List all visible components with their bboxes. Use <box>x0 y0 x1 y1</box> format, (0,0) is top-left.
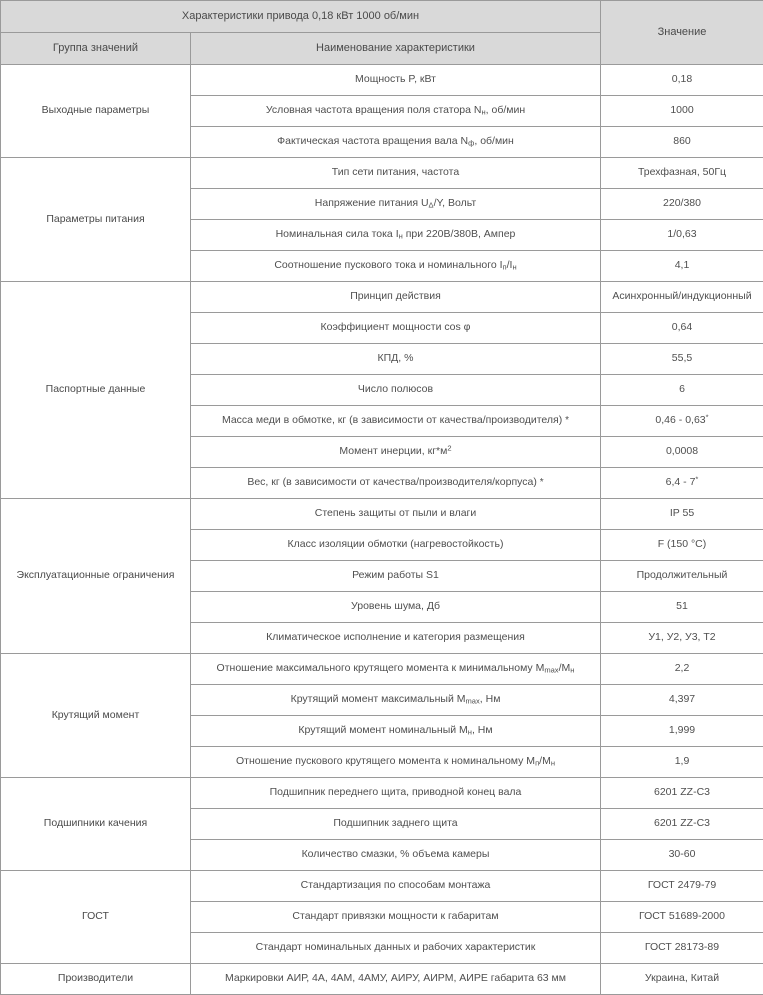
characteristic-value-cell: Асинхронный/индукционный <box>601 282 763 313</box>
characteristic-name-cell: Принцип действия <box>191 282 601 313</box>
group-cell: Крутящий момент <box>1 654 191 778</box>
characteristic-name-cell: Крутящий момент номинальный $M_н$, Нм <box>191 716 601 747</box>
group-cell: Производители <box>1 964 191 995</box>
characteristic-name-cell: Уровень шума, Дб <box>191 592 601 623</box>
characteristic-value-cell: IP 55 <box>601 499 763 530</box>
group-cell: Эксплуатационные ограничения <box>1 499 191 654</box>
characteristic-name-cell: Стандарт привязки мощности к габаритам <box>191 902 601 933</box>
characteristic-value-cell: 1,999 <box>601 716 763 747</box>
characteristic-name-cell: Коэффициент мощности cos φ <box>191 313 601 344</box>
group-cell: Параметры питания <box>1 158 191 282</box>
characteristic-name-cell: Количество смазки, % объема камеры <box>191 840 601 871</box>
group-cell: ГОСТ <box>1 871 191 964</box>
characteristic-name-cell: Отношение пускового крутящего момента к номинальному $M_п/M_н$ <box>191 747 601 778</box>
characteristic-value-cell: 220/380 <box>601 189 763 220</box>
characteristic-value-cell: 4,397 <box>601 685 763 716</box>
characteristic-value-cell: 6 <box>601 375 763 406</box>
characteristic-name-cell: Стандартизация по способам монтажа <box>191 871 601 902</box>
group-cell: Подшипники качения <box>1 778 191 871</box>
column-header-value: Значение <box>601 1 763 65</box>
characteristic-name-cell: КПД, % <box>191 344 601 375</box>
characteristic-value-cell: Трехфазная, 50Гц <box>601 158 763 189</box>
characteristic-value-cell: 860 <box>601 127 763 158</box>
characteristic-value-cell: 2,2 <box>601 654 763 685</box>
table-row <box>1 964 763 995</box>
characteristic-name-cell: Напряжение питания $U_\Delta/Y$, Вольт <box>191 189 601 220</box>
characteristic-name-cell: Класс изоляции обмотки (нагревостойкость) <box>191 530 601 561</box>
characteristic-value-cell: 0,0008 <box>601 437 763 468</box>
characteristic-name-cell: Подшипник переднего щита, приводной конец вала <box>191 778 601 809</box>
characteristic-name-cell: Вес, кг (в зависимости от качества/производителя/корпуса) * <box>191 468 601 499</box>
characteristic-value-cell: F (150 °C) <box>601 530 763 561</box>
characteristic-value-cell: ГОСТ 51689-2000 <box>601 902 763 933</box>
characteristic-value-cell: 6201 ZZ-C3 <box>601 778 763 809</box>
characteristic-value-cell: ГОСТ 2479-79 <box>601 871 763 902</box>
column-header-name: Наименование характеристики <box>191 33 601 65</box>
characteristic-value-cell: 6201 ZZ-C3 <box>601 809 763 840</box>
table-header <box>1 1 763 65</box>
characteristic-value-cell: 0,18 <box>601 65 763 96</box>
characteristic-value-cell: 30-60 <box>601 840 763 871</box>
characteristic-name-cell: Крутящий момент максимальный $M_{max}$, Нм <box>191 685 601 716</box>
characteristic-name-cell: Стандарт номинальных данных и рабочих характеристик <box>191 933 601 964</box>
table-title: Характеристики привода 0,18 кВт 1000 об/мин <box>1 1 601 33</box>
characteristic-name-cell: Момент инерции, $кг*м^2$ <box>191 437 601 468</box>
table-row <box>1 778 763 809</box>
table-row <box>1 871 763 902</box>
characteristic-value-cell: 51 <box>601 592 763 623</box>
characteristic-name-cell: Номинальная сила тока $I_н$ при 220В/380В, Ампер <box>191 220 601 251</box>
table-title-row <box>1 1 763 33</box>
characteristic-name-cell: Подшипник заднего щита <box>191 809 601 840</box>
characteristic-value-cell: 1000 <box>601 96 763 127</box>
characteristic-name-cell: Число полюсов <box>191 375 601 406</box>
characteristic-value-cell: 1/0,63 <box>601 220 763 251</box>
characteristic-value-cell: 4,1 <box>601 251 763 282</box>
characteristic-value-cell: 0,46 - 0,63* <box>601 406 763 437</box>
characteristic-value-cell: У1, У2, У3, Т2 <box>601 623 763 654</box>
table-row <box>1 654 763 685</box>
characteristic-name-cell: Маркировки АИР, 4А, 4АМ, 4АМУ, АИРУ, АИРМ, АИРЕ габарита 63 мм <box>191 964 601 995</box>
characteristic-name-cell: Режим работы S1 <box>191 561 601 592</box>
table-row <box>1 158 763 189</box>
column-header-group: Группа значений <box>1 33 191 65</box>
table-row <box>1 282 763 313</box>
characteristic-name-cell: Тип сети питания, частота <box>191 158 601 189</box>
characteristic-value-cell: ГОСТ 28173-89 <box>601 933 763 964</box>
characteristic-value-cell: 6,4 - 7* <box>601 468 763 499</box>
characteristic-name-cell: Условная частота вращения поля статора $N_н$, об/мин <box>191 96 601 127</box>
characteristic-value-cell: 55,5 <box>601 344 763 375</box>
group-cell: Паспортные данные <box>1 282 191 499</box>
characteristic-value-cell: 0,64 <box>601 313 763 344</box>
table-row <box>1 499 763 530</box>
characteristic-value-cell: Продолжительный <box>601 561 763 592</box>
characteristic-name-cell: Отношение максимального крутящего момента к минимальному $M_{max}/M_н$ <box>191 654 601 685</box>
table-body <box>1 65 763 995</box>
group-cell: Выходные параметры <box>1 65 191 158</box>
characteristic-name-cell: Степень защиты от пыли и влаги <box>191 499 601 530</box>
characteristic-value-cell: 1,9 <box>601 747 763 778</box>
characteristic-name-cell: Соотношение пускового тока и номинального $I_п/I_н$ <box>191 251 601 282</box>
characteristic-name-cell: Климатическое исполнение и категория размещения <box>191 623 601 654</box>
characteristic-name-cell: Масса меди в обмотке, кг (в зависимости от качества/производителя) * <box>191 406 601 437</box>
characteristic-name-cell: Фактическая частота вращения вала $N_ф$, об/мин <box>191 127 601 158</box>
table-row <box>1 65 763 96</box>
characteristic-value-cell: Украина, Китай <box>601 964 763 995</box>
characteristic-name-cell: Мощность P, кВт <box>191 65 601 96</box>
